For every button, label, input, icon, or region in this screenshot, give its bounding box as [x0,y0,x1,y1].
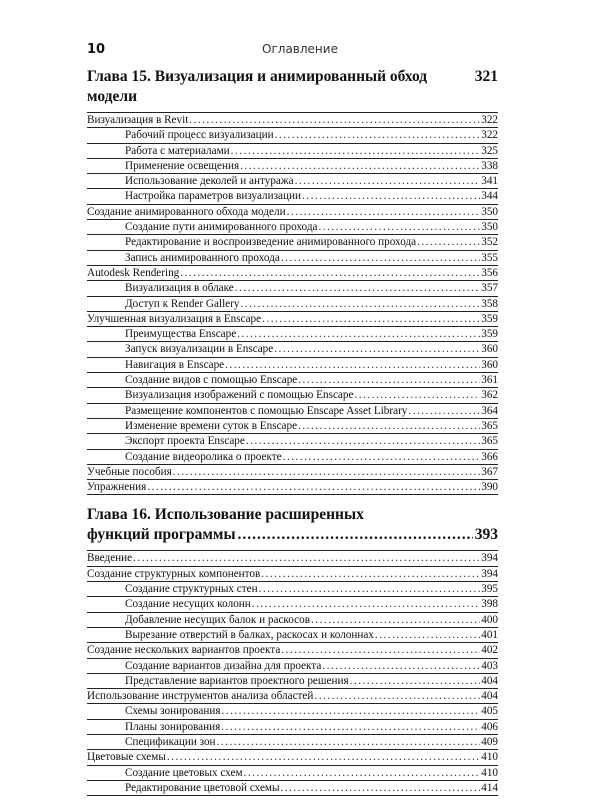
entry-page: 366 [481,450,498,463]
entry-page: 405 [481,705,498,718]
entry-title: Упражнения [87,481,147,494]
entry-page: 365 [481,435,498,448]
entry-title: Применение освещения [125,159,240,172]
toc-subsection-entry[interactable] [87,582,498,597]
leader-dots [298,373,480,387]
entry-title: Изменение времени суток в Enscape [125,419,298,432]
toc-subsection-entry[interactable] [87,781,498,796]
chapter-title[interactable] [87,67,498,107]
entry-page: 410 [481,766,498,779]
leader-dots [237,327,480,341]
leader-dots [189,113,480,127]
toc-subsection-entry[interactable] [87,704,498,719]
entry-title: Доступ к Render Gallery [125,297,240,310]
entry-title: Создание видеоролика о проекте [125,450,282,463]
toc-section-entry[interactable] [87,465,498,480]
leader-dots [262,312,480,326]
entry-page: 350 [481,205,498,218]
entry-page: 364 [481,404,498,417]
entry-page: 350 [481,221,498,234]
entry-page: 362 [481,389,498,402]
entry-title: Создание нескольких вариантов проекта [87,644,281,657]
entry-title: Запуск визуализации в Enscape [125,343,274,356]
leader-dots [275,128,481,142]
entry-title: Редактирование цветовой схемы [125,781,280,794]
entry-page: 322 [481,129,498,142]
entry-page: 414 [481,781,498,794]
toc-section-entry[interactable] [87,266,498,281]
leader-dots [147,480,480,494]
entry-title: Создание цветовых схем [125,766,243,779]
toc-subsection-entry[interactable] [87,174,498,189]
page-header [0,42,600,58]
chapter-page: 393 [474,526,498,544]
chapter-entries [87,112,498,495]
chapter-title-line2: функций программы [87,526,236,544]
leader-dots [287,205,481,219]
table-of-contents [87,66,498,806]
entry-page: 367 [481,465,498,478]
leader-dots [217,735,481,749]
entry-title: Рабочий процесс визуализации [125,129,274,142]
toc-section-entry[interactable] [87,113,498,128]
leader-dots [246,434,480,448]
toc-subsection-entry[interactable] [87,220,498,235]
entry-title: Цветовые схемы [87,751,166,764]
entry-page: 398 [481,598,498,611]
chapter-title-line1: Глава 16. Использование расширенных [87,506,364,524]
leader-dots [180,266,480,280]
entry-page: 352 [481,236,498,249]
entry-page: 395 [481,583,498,596]
toc-subsection-entry[interactable] [87,373,498,388]
entry-title: Навигация в Enscape [125,358,225,371]
toc-section-entry[interactable] [87,567,498,582]
leader-dots [302,189,480,203]
entry-title: Добавление несущих балок и раскосов [125,613,310,626]
entry-page: 406 [481,720,498,733]
toc-section-entry[interactable] [87,643,498,658]
entry-title: Использование инструментов анализа областей [87,690,314,703]
entry-title: Запись анимированного прохода [125,251,280,264]
entry-title: Визуализация изображений с помощью Enscape [125,389,354,402]
entry-title: Настройка параметров визуализации [125,190,301,203]
entry-page: 390 [481,481,498,494]
entry-title: Планы зонирования [125,720,221,733]
leader-dots [314,689,480,703]
toc-subsection-entry[interactable] [87,659,498,674]
entry-page: 338 [481,159,498,172]
entry-page: 357 [481,282,498,295]
toc-subsection-entry[interactable] [87,189,498,204]
chapter-title[interactable] [87,505,498,545]
toc-subsection-entry[interactable] [87,720,498,735]
leader-dots [173,465,481,479]
toc-subsection-entry[interactable] [87,235,498,250]
toc-subsection-entry[interactable] [87,674,498,689]
chapter-entries [87,550,498,796]
entry-title: Создание анимированного обхода модели [87,205,286,218]
leader-dots [295,174,481,188]
entry-page: 341 [481,175,498,188]
entry-page: 410 [481,751,498,764]
leader-dots [298,419,480,433]
toc-section-entry[interactable] [87,480,498,495]
toc-subsection-entry[interactable] [87,358,498,373]
entry-title: Создание вариантов дизайна для проекта [125,659,322,672]
leader-dots [231,144,481,158]
toc-subsection-entry[interactable] [87,613,498,628]
leader-dots [408,404,480,418]
entry-page: 355 [481,251,498,264]
toc-subsection-entry[interactable] [87,404,498,419]
entry-page: 402 [481,644,498,657]
toc-section-entry[interactable] [87,551,498,566]
toc-subsection-entry[interactable] [87,450,498,465]
entry-page: 409 [481,735,498,748]
toc-section-entry[interactable] [87,312,498,327]
chapter-title-text: Глава 15. Визуализация и анимированный обход модели [87,68,428,105]
toc-subsection-entry[interactable] [87,766,498,781]
entry-page: 360 [481,343,498,356]
entry-title: Редактирование и воспроизведение анимированного прохода [125,236,417,249]
entry-title: Визуализация в облаке [125,282,234,295]
toc-subsection-entry[interactable] [87,434,498,449]
leader-dots [318,220,480,234]
leader-dots [322,659,480,673]
entry-title: Работа с материалами [125,144,230,157]
toc-section-entry[interactable] [87,689,498,704]
toc-subsection-entry[interactable] [87,144,498,159]
entry-page: 394 [481,552,498,565]
entry-page: 401 [481,628,498,641]
entry-page: 361 [481,374,498,387]
leader-dots [274,342,480,356]
toc-subsection-entry[interactable] [87,297,498,312]
leader-dots [244,766,481,780]
entry-title: Создание видов с помощью Enscape [125,374,298,387]
entry-title: Представление вариантов проектного решения [125,674,349,687]
leader-dots [221,720,480,734]
leader-dots [240,159,480,173]
entry-page: 403 [481,659,498,672]
leader-dots [133,551,480,565]
leader-dots [252,597,480,611]
page-number: 10 [87,42,106,57]
leader-dots [311,613,480,627]
entry-page: 404 [481,674,498,687]
entry-title: Размещение компонентов с помощью Enscape Asset Library [125,404,408,417]
running-title: Оглавление [262,42,338,56]
leader-dots [221,704,480,718]
leader-dots [281,781,481,795]
entry-title: Визуализация в Revit [87,114,189,126]
entry-page: 404 [481,690,498,703]
toc-subsection-entry[interactable] [87,419,498,434]
entry-page: 359 [481,312,498,325]
toc-subsection-entry[interactable] [87,251,498,266]
toc-subsection-entry[interactable] [87,159,498,174]
entry-title: Autodesk Rendering [87,266,180,279]
leader-dots [167,750,480,764]
entry-title: Создание структурных компонентов [87,567,261,580]
entry-title: Создание несущих колонн [125,598,251,611]
entry-title: Учебные пособия [87,465,172,478]
toc-subsection-entry[interactable] [87,735,498,750]
leader-dots [240,297,480,311]
entry-title: Вырезание отверстий в балках, раскосах и колоннах [125,628,374,641]
entry-title: Использование деколей и антуража [125,175,294,188]
chapter-page: 321 [474,68,498,85]
toc-subsection-entry[interactable] [87,342,498,357]
toc-subsection-entry[interactable] [87,388,498,403]
leader-dots [350,674,481,688]
toc-section-entry[interactable] [87,750,498,765]
leader-dots [417,235,480,249]
leader-dots [238,525,473,545]
entry-page: 344 [481,190,498,203]
toc-subsection-entry[interactable] [87,597,498,612]
toc-subsection-entry[interactable] [87,628,498,643]
entry-page: 325 [481,144,498,157]
entry-page: 359 [481,328,498,341]
toc-subsection-entry[interactable] [87,281,498,296]
entry-title: Улучшенная визуализация в Enscape [87,312,262,325]
entry-page: 400 [481,613,498,626]
entry-page: 360 [481,358,498,371]
chapter-block [87,67,498,495]
entry-page: 358 [481,297,498,310]
entry-title: Создание пути анимированного прохода [125,221,318,234]
leader-dots [281,251,480,265]
leader-dots [283,450,481,464]
entry-title: Преимущества Enscape [125,328,237,341]
leader-dots [259,582,481,596]
leader-dots [354,388,480,402]
toc-subsection-entry[interactable] [87,128,498,143]
entry-page: 356 [481,266,498,279]
entry-page: 365 [481,419,498,432]
leader-dots [375,628,480,642]
leader-dots [225,358,480,372]
entry-title: Экспорт проекта Enscape [125,435,245,448]
toc-subsection-entry[interactable] [87,327,498,342]
toc-section-entry[interactable] [87,205,498,220]
entry-page: 394 [481,567,498,580]
leader-dots [281,643,480,657]
entry-title: Создание структурных стен [125,583,258,596]
chapter-block [87,505,498,796]
entry-page: 322 [481,114,498,126]
leader-dots [235,281,480,295]
leader-dots [261,567,480,581]
entry-title: Схемы зонирования [125,705,221,718]
entry-title: Введение [87,552,133,565]
entry-title: Спецификации зон [125,735,216,748]
